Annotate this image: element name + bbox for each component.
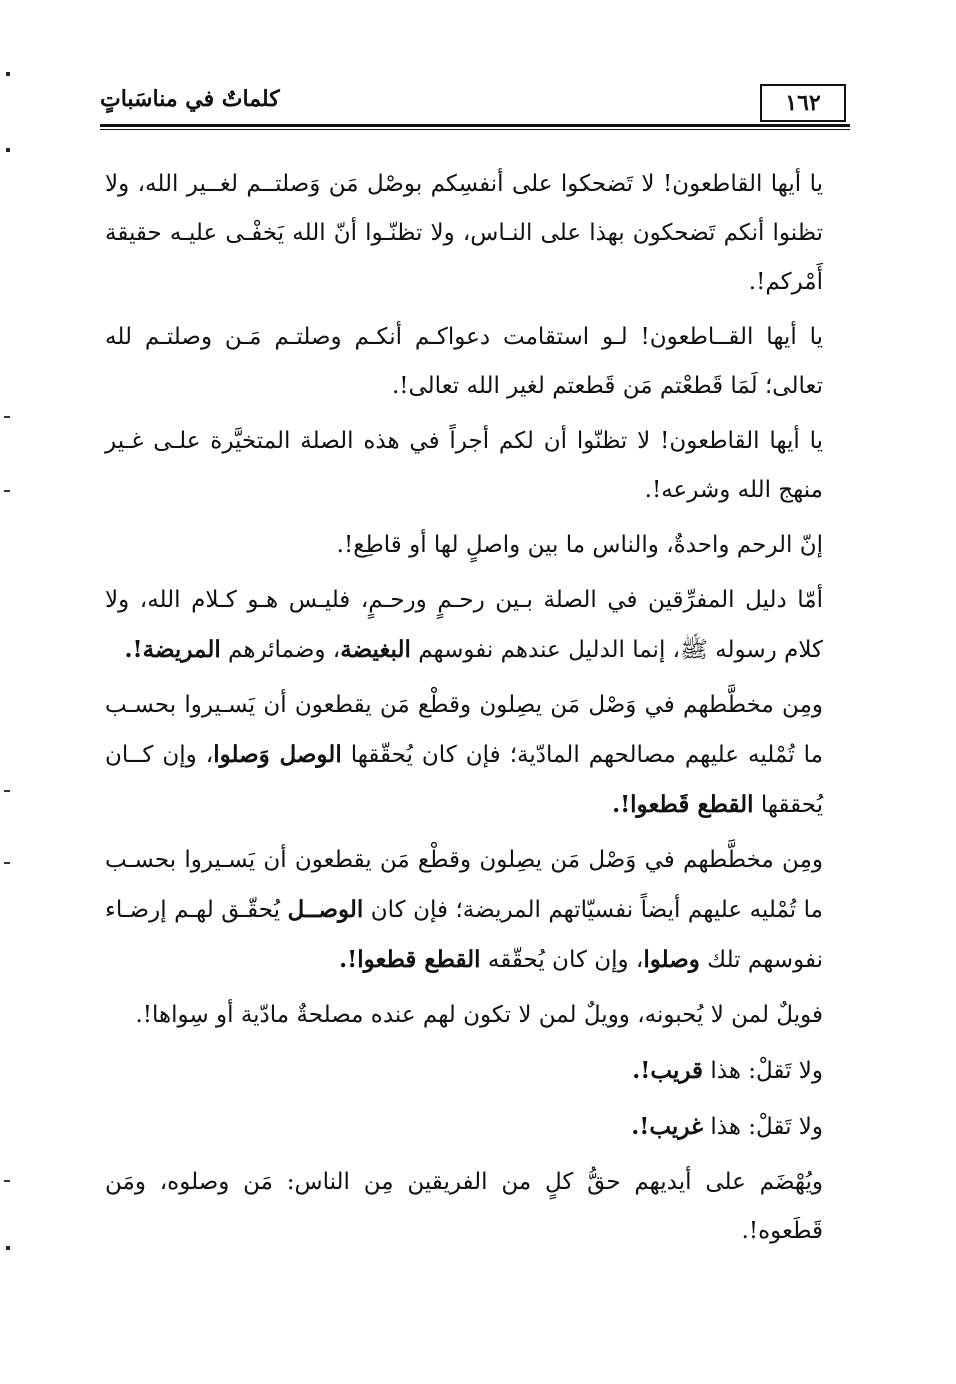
text-segment: ، وضمائرهم: [220, 637, 341, 663]
bold-text-segment: غريب!.: [631, 1113, 704, 1140]
text-segment: ولا تَقلْ: هذا: [703, 1114, 823, 1140]
paragraph: [105, 160, 845, 307]
bold-text-segment: الوصــل: [287, 896, 364, 923]
page-number: ١٦٢: [760, 84, 846, 122]
scan-speck: [6, 72, 10, 76]
scan-speck: [4, 490, 10, 492]
bold-text-segment: القطع قَطعوا!.: [612, 791, 754, 818]
text-segment: أمّا دليل المفرِّقين في الصلة بـين رحـمٍ ورحـمٍ، فليـس هـو كـلام الله، ولا كلام رسوله ﷺ، إنما الدليل عندهم نفوسهم: [105, 587, 823, 663]
paragraph: [105, 836, 845, 985]
text-segment: فويلٌ لمن لا يُحبونه، وويلٌ لمن لا تكون لهم عنده مصلحةٌ مادّية أو سِواها!.: [135, 1002, 823, 1028]
text-segment: يا أيها القاطعون! لا تَضحكوا على أنفسِكم بوصْل مَن وَصلتــم لغــير الله، ولا تظنوا أنكم تَضحكون بهذا على النـاس، ولا تظنّـوا أنّ الله يَخفْـى عليـه حقيقة أَمْركم!.: [105, 171, 823, 295]
paragraph: [105, 1158, 845, 1256]
bold-text-segment: المريضة!.: [124, 636, 221, 663]
paragraph: [105, 313, 845, 411]
paragraph: [105, 521, 845, 570]
paragraph: [105, 417, 845, 515]
text-segment: ويُهْضَم على أيديهم حقُّ كلٍ من الفريقين مِن الناس: مَن وصلوه، ومَن قَطَعوه!.: [105, 1169, 823, 1244]
bold-text-segment: الوصل وَصلوا: [213, 741, 342, 768]
bold-text-segment: وصلوا: [643, 946, 700, 973]
scan-speck: [4, 790, 10, 792]
bold-text-segment: القطع قطعوا!.: [339, 946, 481, 973]
paragraph: [105, 1046, 845, 1096]
scan-speck: [6, 148, 10, 152]
scan-speck: [4, 862, 10, 864]
page-header: [100, 78, 850, 124]
body-text: [105, 160, 845, 1262]
bold-text-segment: البغيضة: [340, 636, 411, 663]
paragraph: [105, 991, 845, 1040]
text-segment: يا أيها القــاطعون! لـو استقامت دعواكـم أنكـم وصلتـم مَـن وصلتـم لله تعالى؛ لَمَا قَطعْتم مَن قَطعتم لغير الله تعالى!.: [105, 324, 823, 399]
scan-speck: [6, 1246, 10, 1250]
text-segment: يا أيها القاطعون! لا تظنّوا أن لكم أجراً في هذه الصلة المتخيَّرة علـى غـير منهج الله وشرعه!.: [105, 428, 823, 503]
text-segment: يُحقّـق لهـم إرضـاء نفوسهم تلك: [105, 897, 823, 973]
running-title: كلماتٌ في مناسَباتٍ: [100, 86, 280, 112]
paragraph: [105, 1102, 845, 1152]
text-segment: ولا تَقلْ: هذا: [703, 1058, 823, 1084]
text-segment: إنّ الرحم واحدةٌ، والناس ما بين واصلٍ لها أو قاطِع!.: [336, 532, 823, 558]
scan-speck: [4, 1180, 10, 1182]
text-segment: ومِن مخطَّطهم في وَصْل مَن يصِلون وقطْع مَن يقطعون أن يَسـيروا بحسـب ما تُمْليه عليهم أيضاً نفسيّاتهم المريضة؛ فإن كان: [105, 847, 824, 923]
text-segment: ومِن مخطَّطهم في وَصْل مَن يصِلون وقطْع مَن يقطعون أن يَسـيروا بحسـب ما تُمْليه عليهم مصالحهم المادّية؛ فإن كان يُحقّقها: [105, 692, 823, 768]
text-segment: ، وإن كان يُحقّقه: [480, 947, 644, 973]
paragraph: [105, 681, 845, 830]
scan-speck: [4, 416, 10, 418]
paragraph: [105, 576, 845, 675]
bold-text-segment: قريب!.: [632, 1057, 704, 1084]
header-rule-thick: [100, 124, 850, 127]
header-rule-thin: [100, 129, 850, 130]
text-segment: ، وإن كــان يُحققها: [105, 742, 823, 818]
